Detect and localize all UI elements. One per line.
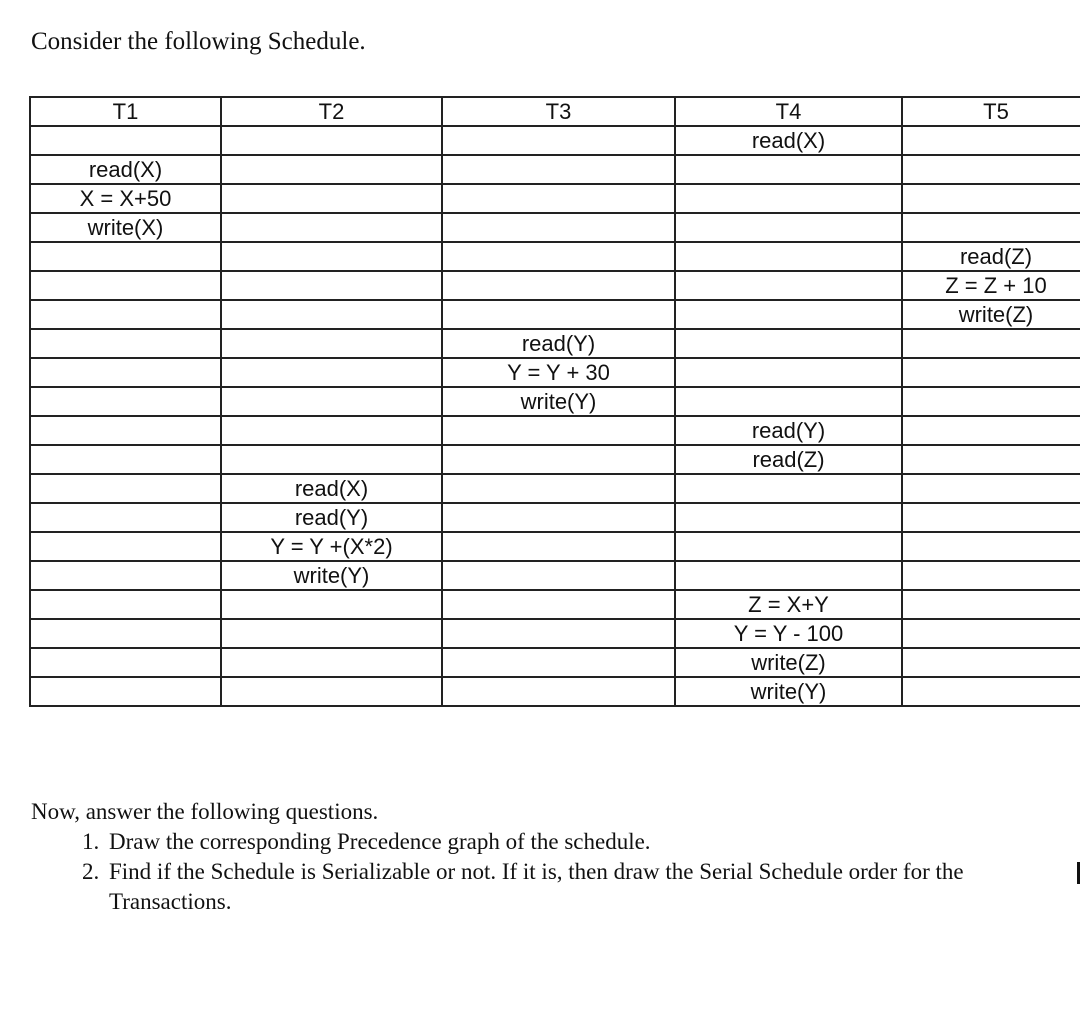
- cell-t4: [675, 532, 902, 561]
- cell-t2: [221, 648, 442, 677]
- header-t4: T4: [675, 97, 902, 126]
- cell-t2: write(Y): [221, 561, 442, 590]
- cell-t3: [442, 503, 675, 532]
- cell-t2: read(X): [221, 474, 442, 503]
- cell-t5: [902, 155, 1080, 184]
- cell-t5: [902, 184, 1080, 213]
- schedule-row: [30, 271, 1080, 300]
- cell-t1: [30, 590, 221, 619]
- cell-t2: [221, 126, 442, 155]
- cell-t1: [30, 474, 221, 503]
- cell-t1: [30, 532, 221, 561]
- cell-t2: [221, 271, 442, 300]
- cell-t5: [902, 619, 1080, 648]
- cell-t4: read(Z): [675, 445, 902, 474]
- cell-t3: [442, 677, 675, 706]
- schedule-row: [30, 561, 1080, 590]
- schedule-row: [30, 126, 1080, 155]
- schedule-row: [30, 619, 1080, 648]
- cell-t4: Y = Y - 100: [675, 619, 902, 648]
- cell-t3: [442, 184, 675, 213]
- cell-t1: [30, 242, 221, 271]
- cell-t4: read(X): [675, 126, 902, 155]
- cell-t3: [442, 590, 675, 619]
- cell-t5: [902, 503, 1080, 532]
- cell-t3: [442, 416, 675, 445]
- schedule-row: [30, 242, 1080, 271]
- cell-t2: read(Y): [221, 503, 442, 532]
- cell-t2: [221, 300, 442, 329]
- cell-t3: [442, 300, 675, 329]
- schedule-row: [30, 300, 1080, 329]
- schedule-row: [30, 155, 1080, 184]
- header-row: [30, 97, 1080, 126]
- cell-t2: Y = Y +(X*2): [221, 532, 442, 561]
- cell-t3: write(Y): [442, 387, 675, 416]
- cell-t2: [221, 590, 442, 619]
- cell-t3: read(Y): [442, 329, 675, 358]
- cell-t2: [221, 184, 442, 213]
- cell-t5: [902, 561, 1080, 590]
- cell-t1: [30, 648, 221, 677]
- cell-t5: write(Z): [902, 300, 1080, 329]
- cell-t4: [675, 271, 902, 300]
- cell-t1: write(X): [30, 213, 221, 242]
- cell-t5: [902, 126, 1080, 155]
- schedule-row: [30, 358, 1080, 387]
- cell-t5: [902, 329, 1080, 358]
- cell-t2: [221, 242, 442, 271]
- question-item: 2. Find if the Schedule is Serializable or not. If it is, then draw the Serial Schedule order for the Transactions.: [105, 857, 1011, 917]
- cell-t4: [675, 474, 902, 503]
- cell-t2: [221, 416, 442, 445]
- cell-t1: [30, 358, 221, 387]
- cell-t1: X = X+50: [30, 184, 221, 213]
- schedule-row: [30, 416, 1080, 445]
- cell-t4: [675, 184, 902, 213]
- cell-t1: [30, 416, 221, 445]
- cell-t5: [902, 358, 1080, 387]
- header-t3: T3: [442, 97, 675, 126]
- cell-t4: [675, 155, 902, 184]
- cell-t3: [442, 445, 675, 474]
- schedule-row: [30, 532, 1080, 561]
- questions-list: [31, 827, 1011, 917]
- cell-t1: [30, 329, 221, 358]
- cell-t1: [30, 300, 221, 329]
- schedule-row: [30, 445, 1080, 474]
- intro-text: Consider the following Schedule.: [31, 28, 366, 55]
- cell-t5: [902, 677, 1080, 706]
- cell-t5: [902, 445, 1080, 474]
- cell-t4: write(Y): [675, 677, 902, 706]
- header-t5: T5: [902, 97, 1080, 126]
- cell-t4: [675, 329, 902, 358]
- cell-t2: [221, 677, 442, 706]
- cell-t1: [30, 503, 221, 532]
- cell-t1: read(X): [30, 155, 221, 184]
- cell-t5: [902, 590, 1080, 619]
- schedule-row: [30, 329, 1080, 358]
- cell-t5: [902, 474, 1080, 503]
- header-t2: T2: [221, 97, 442, 126]
- schedule-body: [30, 126, 1080, 706]
- cell-t1: [30, 126, 221, 155]
- cell-t3: [442, 271, 675, 300]
- header-t1: T1: [30, 97, 221, 126]
- schedule-row: [30, 648, 1080, 677]
- schedule-row: [30, 503, 1080, 532]
- cell-t2: [221, 445, 442, 474]
- cell-t5: [902, 532, 1080, 561]
- cell-t5: Z = Z + 10: [902, 271, 1080, 300]
- schedule-row: [30, 590, 1080, 619]
- cell-t2: [221, 213, 442, 242]
- cell-t5: read(Z): [902, 242, 1080, 271]
- cell-t2: [221, 619, 442, 648]
- cell-t4: [675, 358, 902, 387]
- cell-t4: write(Z): [675, 648, 902, 677]
- cell-t2: [221, 329, 442, 358]
- schedule-row: [30, 387, 1080, 416]
- cell-t3: Y = Y + 30: [442, 358, 675, 387]
- cell-t5: [902, 648, 1080, 677]
- cell-t1: [30, 387, 221, 416]
- cell-t2: [221, 155, 442, 184]
- cell-t1: [30, 445, 221, 474]
- question-item: 1. Draw the corresponding Precedence graph of the schedule.: [105, 827, 1011, 857]
- cell-t4: [675, 387, 902, 416]
- cell-t4: [675, 242, 902, 271]
- cell-t4: Z = X+Y: [675, 590, 902, 619]
- cell-t3: [442, 619, 675, 648]
- cell-t5: [902, 213, 1080, 242]
- cell-t3: [442, 474, 675, 503]
- cell-t4: [675, 561, 902, 590]
- cell-t3: [442, 242, 675, 271]
- cell-t1: [30, 677, 221, 706]
- cell-t5: [902, 387, 1080, 416]
- cell-t4: read(Y): [675, 416, 902, 445]
- cell-t3: [442, 561, 675, 590]
- schedule-header: [30, 97, 1080, 126]
- cell-t5: [902, 416, 1080, 445]
- questions-section: [31, 797, 1011, 917]
- questions-lead: Now, answer the following questions.: [31, 799, 379, 824]
- schedule-row: [30, 677, 1080, 706]
- cell-t3: [442, 532, 675, 561]
- cell-t4: [675, 503, 902, 532]
- cell-t2: [221, 358, 442, 387]
- cell-t3: [442, 155, 675, 184]
- schedule-row: [30, 184, 1080, 213]
- cell-t1: [30, 561, 221, 590]
- schedule-table: [29, 96, 1080, 707]
- cell-t3: [442, 648, 675, 677]
- cell-t4: [675, 300, 902, 329]
- cell-t3: [442, 126, 675, 155]
- schedule-row: [30, 474, 1080, 503]
- cell-t3: [442, 213, 675, 242]
- cell-t1: [30, 271, 221, 300]
- cell-t4: [675, 213, 902, 242]
- schedule-row: [30, 213, 1080, 242]
- cell-t1: [30, 619, 221, 648]
- cell-t2: [221, 387, 442, 416]
